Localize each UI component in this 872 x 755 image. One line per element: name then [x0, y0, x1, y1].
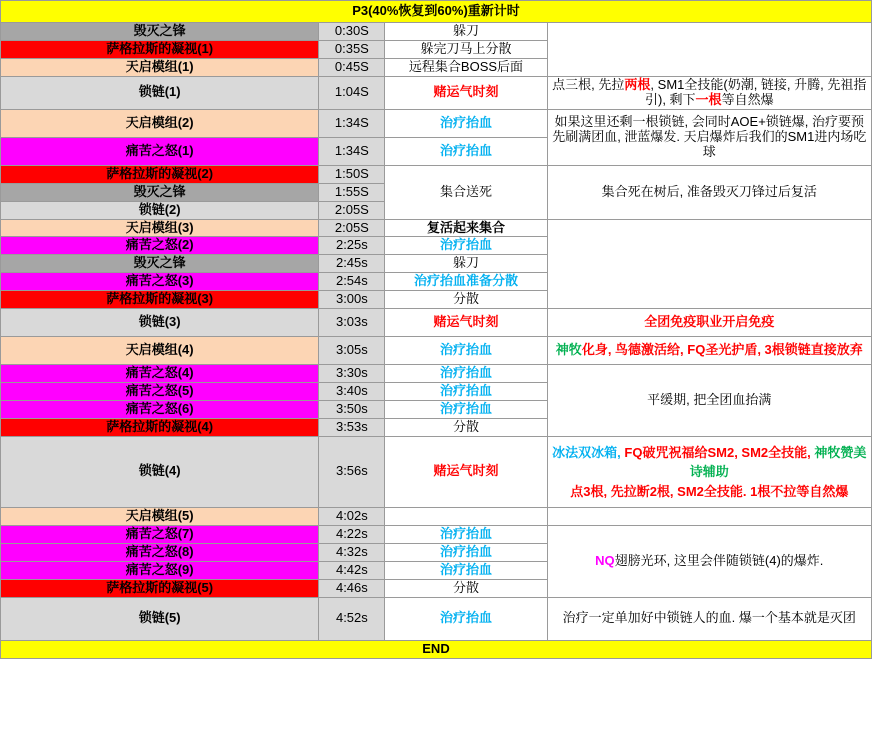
mechanic-time: 3:53s [319, 419, 385, 437]
mechanic-name: 痛苦之怒(6) [1, 401, 319, 419]
mechanic-name: 锁链(4) [1, 436, 319, 507]
mechanic-time: 4:52s [319, 597, 385, 640]
mechanic-name: 天启模组(4) [1, 337, 319, 365]
mechanic-action: 治疗抬血 [385, 401, 547, 419]
table-row [1, 76, 872, 109]
mechanic-name: 萨格拉斯的凝视(1) [1, 40, 319, 58]
note-cell-empty-2 [547, 219, 871, 309]
mechanic-action [385, 507, 547, 525]
table-row [1, 597, 872, 640]
mechanic-name: 痛苦之怒(9) [1, 561, 319, 579]
table-row [1, 507, 872, 525]
table-row [1, 525, 872, 543]
mechanic-name: 萨格拉斯的凝视(5) [1, 579, 319, 597]
mechanic-time: 3:56s [319, 436, 385, 507]
mechanic-name: 毁灭之锋 [1, 183, 319, 201]
mechanic-name: 天启模组(3) [1, 219, 319, 237]
mechanic-time: 3:50s [319, 401, 385, 419]
mechanic-action: 治疗抬血 [385, 383, 547, 401]
note-part: 一根 [695, 91, 722, 107]
table-row [1, 436, 872, 507]
mechanic-name: 痛苦之怒(8) [1, 543, 319, 561]
page-title: P3(40%恢复到60%)重新计时 [1, 1, 872, 23]
note-part: 两根 [624, 76, 651, 92]
mechanic-action: 躲刀 [385, 23, 547, 41]
mechanic-time: 1:34S [319, 109, 385, 137]
mechanic-name: 痛苦之怒(2) [1, 237, 319, 255]
mechanic-action: 治疗抬血 [385, 525, 547, 543]
mechanic-name: 锁链(3) [1, 309, 319, 337]
note-cell-empty-1 [547, 23, 871, 77]
mechanic-name: 天启模组(5) [1, 507, 319, 525]
mechanic-action: 复活起来集合 [385, 219, 547, 237]
note-part: 等自然爆 [721, 91, 774, 107]
end-label: END [1, 640, 872, 658]
mechanic-time: 4:46s [319, 579, 385, 597]
mechanic-time: 3:40s [319, 383, 385, 401]
mechanic-time: 0:45S [319, 58, 385, 76]
mechanic-time: 1:50S [319, 165, 385, 183]
note-part: 点3根, 先拉断2根, SM2全技能. 1根不拉等自然爆 [570, 483, 849, 499]
mechanic-action: 治疗抬血 [385, 543, 547, 561]
mechanic-name: 毁灭之锋 [1, 255, 319, 273]
mechanic-action: 治疗抬血准备分散 [385, 273, 547, 291]
note-part: 点三根, 先拉 [552, 76, 625, 92]
mechanic-time: 3:30s [319, 365, 385, 383]
note-cell-wings [547, 525, 871, 597]
mechanic-action: 治疗抬血 [385, 337, 547, 365]
mechanic-time: 1:55S [319, 183, 385, 201]
table-row [1, 219, 872, 237]
note-cell-chain5: 治疗一定单加好中锁链人的血. 爆一个基本就是灭团 [547, 597, 871, 640]
note-cell-apocalypse2: 如果这里还剩一根锁链, 会同时AOE+锁链爆, 治疗要预先刷满团血, 泄蓝爆发. 天启爆炸后我们的SM1进内场吃球 [547, 109, 871, 165]
mechanic-action: 治疗抬血 [385, 597, 547, 640]
note-cell-death: 集合死在树后, 准备毁灭刀锋过后复活 [547, 165, 871, 219]
mechanic-action: 赌运气时刻 [385, 309, 547, 337]
mechanic-name: 痛苦之怒(4) [1, 365, 319, 383]
mechanic-name: 天启模组(2) [1, 109, 319, 137]
table-end-row [1, 640, 872, 658]
mechanic-action: 治疗抬血 [385, 561, 547, 579]
mechanic-time: 2:45s [319, 255, 385, 273]
mechanic-action: 远程集合BOSS后面 [385, 58, 547, 76]
mechanic-name: 痛苦之怒(3) [1, 273, 319, 291]
mechanic-name: 痛苦之怒(5) [1, 383, 319, 401]
mechanic-name: 锁链(5) [1, 597, 319, 640]
table-row [1, 23, 872, 41]
table-row [1, 165, 872, 183]
note-part: FQ破咒祝福给SM2, SM2全技能, [624, 444, 815, 460]
mechanic-time: 0:30S [319, 23, 385, 41]
table-row [1, 337, 872, 365]
mechanic-time: 3:00s [319, 291, 385, 309]
mechanic-name: 毁灭之锋 [1, 23, 319, 41]
mechanic-action: 治疗抬血 [385, 365, 547, 383]
mechanic-name: 天启模组(1) [1, 58, 319, 76]
mechanic-time: 1:34S [319, 137, 385, 165]
mechanic-name: 锁链(2) [1, 201, 319, 219]
mechanic-time: 4:02s [319, 507, 385, 525]
mechanic-time: 2:54s [319, 273, 385, 291]
mechanic-time: 4:22s [319, 525, 385, 543]
note-part: 神牧 [555, 342, 582, 358]
mechanic-action: 躲完刀马上分散 [385, 40, 547, 58]
mechanic-action: 治疗抬血 [385, 237, 547, 255]
mechanic-action: 集合送死 [385, 165, 547, 219]
mechanic-name: 锁链(1) [1, 76, 319, 109]
mechanic-time: 3:05s [319, 337, 385, 365]
note-part: NQ [595, 552, 615, 568]
note-cell-calm: 平缓期, 把全团血抬满 [547, 365, 871, 437]
mechanic-time: 1:04S [319, 76, 385, 109]
mechanic-action: 治疗抬血 [385, 109, 547, 137]
table-title-row [1, 1, 872, 23]
mechanic-name: 萨格拉斯的凝视(3) [1, 291, 319, 309]
mechanic-time: 3:03s [319, 309, 385, 337]
note-part: 冰法双冰箱, [552, 444, 625, 460]
mechanic-action: 躲刀 [385, 255, 547, 273]
note-part: , SM1全技能(奶潮, 链接, 升腾, 先祖指引), 剩下 [644, 76, 867, 107]
mechanic-time: 4:42s [319, 561, 385, 579]
mechanic-action: 赌运气时刻 [385, 436, 547, 507]
mechanic-time: 2:25s [319, 237, 385, 255]
mechanic-action: 治疗抬血 [385, 137, 547, 165]
note-part: 化身, 鸟德激活给, FQ圣光护盾, 3根锁链直接放弃 [581, 342, 863, 358]
note-cell-chain4 [547, 436, 871, 507]
note-part: 神牧赞美诗辅助 [689, 444, 867, 480]
mechanic-time: 0:35S [319, 40, 385, 58]
note-cell-chain1 [547, 76, 871, 109]
mechanic-action: 分散 [385, 291, 547, 309]
mechanic-name: 痛苦之怒(1) [1, 137, 319, 165]
mechanic-name: 痛苦之怒(7) [1, 525, 319, 543]
mechanic-action: 分散 [385, 579, 547, 597]
mechanic-time: 4:32s [319, 543, 385, 561]
table-row [1, 309, 872, 337]
mechanic-action: 赌运气时刻 [385, 76, 547, 109]
note-part: 翅膀光环, 这里会伴随锁链(4)的爆炸. [614, 552, 824, 568]
mechanic-time: 2:05S [319, 201, 385, 219]
note-cell-immunity: 全团免疫职业开启免疫 [547, 309, 871, 337]
mechanic-name: 萨格拉斯的凝视(2) [1, 165, 319, 183]
note-cell-apocalypse4 [547, 337, 871, 365]
table-row [1, 365, 872, 383]
mechanic-action: 分散 [385, 419, 547, 437]
note-cell-empty-3 [547, 507, 871, 525]
mechanic-name: 萨格拉斯的凝视(4) [1, 419, 319, 437]
mechanic-time: 2:05S [319, 219, 385, 237]
table-row [1, 109, 872, 137]
